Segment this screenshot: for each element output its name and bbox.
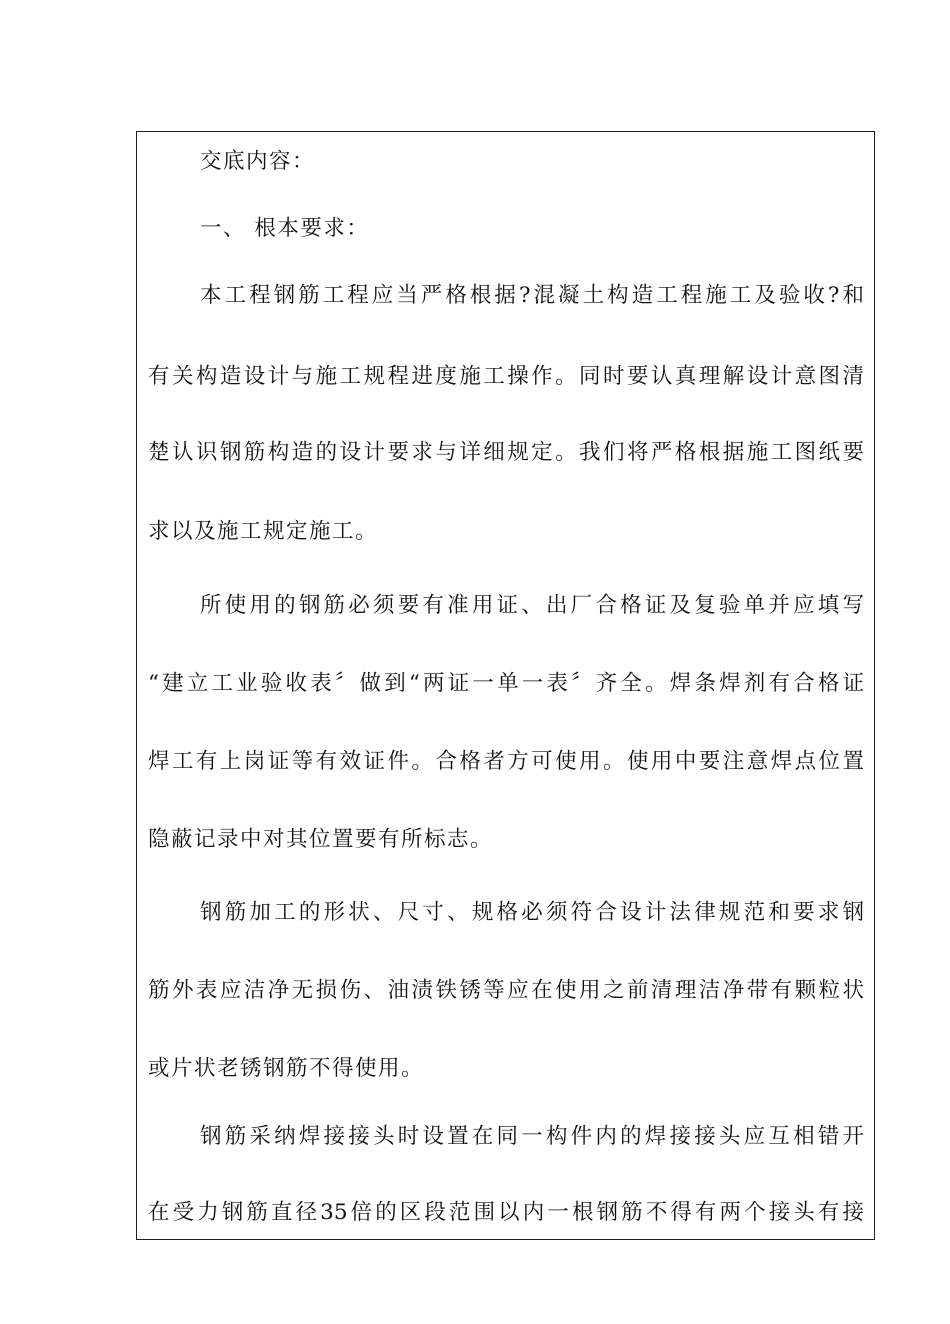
paragraph-line: 本工程钢筋工程应当严格根据?混凝土构造工程施工及验收?和 [200,283,864,308]
paragraph-line: 求以及施工规定施工。 [148,519,379,544]
paragraph-line: 所使用的钢筋必须要有准用证、出厂合格证及复验单并应填写 [200,593,864,618]
content-table-cell [136,131,875,1240]
section-heading: 一、 根本要求： [200,216,370,241]
paragraph-line: 钢筋采纳焊接接头时设置在同一构件内的焊接接头应互相错开 [200,1124,864,1149]
paragraph-line: 楚认识钢筋构造的设计要求与详细规定。我们将严格根据施工图纸要 [148,440,864,465]
paragraph-line: “建立工业验收表〞做到“两证一单一表〞齐全。焊条焊剂有合格证 [148,671,864,696]
paragraph-line: 在受力钢筋直径35倍的区段范围以内一根钢筋不得有两个接头有接 [148,1200,864,1225]
paragraph-line: 筋外表应洁净无损伤、油渍铁锈等应在使用之前清理洁净带有颗粒状 [148,978,864,1003]
paragraph-line: 焊工有上岗证等有效证件。合格者方可使用。使用中要注意焊点位置 [148,749,864,774]
paragraph-line: 钢筋加工的形状、尺寸、规格必须符合设计法律规范和要求钢 [200,900,864,925]
paragraph-line: 或片状老锈钢筋不得使用。 [148,1056,425,1081]
section-label: 交底内容： [200,149,316,174]
paragraph-line: 隐蔽记录中对其位置要有所标志。 [148,827,494,852]
paragraph-line: 有关构造设计与施工规程进度施工操作。同时要认真理解设计意图清 [148,364,864,389]
